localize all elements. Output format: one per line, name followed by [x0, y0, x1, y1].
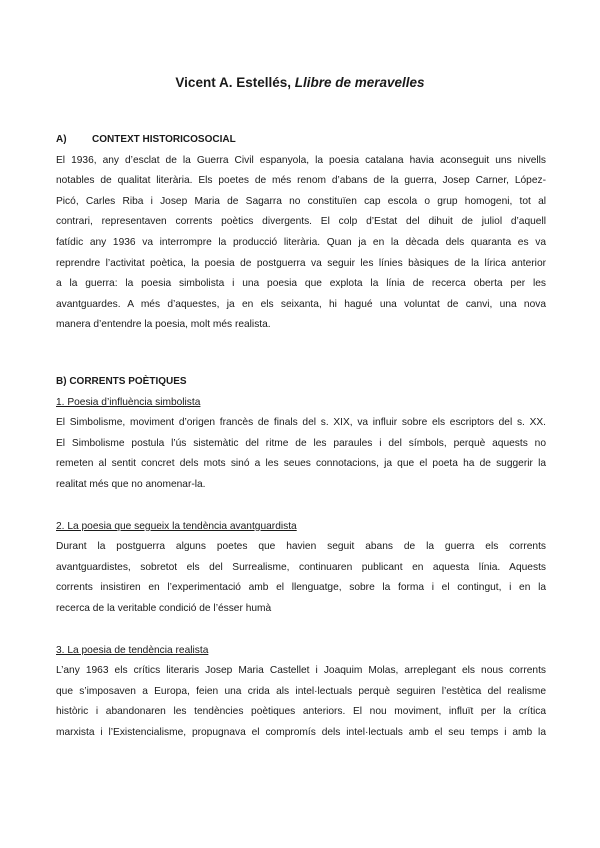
- title-work: Llibre de meravelles: [294, 75, 425, 90]
- paragraph-line: avantguardes. A més d’aquestes, ja en els seixanta, hi hagué una voluntat de canvi, una nova: [56, 298, 546, 310]
- spacer: [56, 496, 546, 517]
- subsection-3-paragraph: [56, 661, 546, 743]
- section-b: [56, 372, 546, 744]
- paragraph-line: històric i abandonaren les tendències poètiques anteriors. El nou moviment, influït per la crítica: [56, 706, 546, 718]
- paragraph-line: Picó, Carles Riba i Josep Maria de Sagarra no constituïen cap escola o grup homogeni, tot al: [56, 195, 546, 207]
- paragraph-line: L’any 1963 els crítics literaris Josep Maria Castellet i Joaquim Molas, arreplegant els nous corrents: [56, 665, 546, 677]
- paragraph-line: El 1936, any d’esclat de la Guerra Civil espanyola, la poesia catalana havia aconseguit uns nivells: [56, 154, 546, 166]
- paragraph-line: realitat més que no anomenar-la.: [56, 478, 206, 490]
- subsection-3-title: 3. La poesia de tendència realista: [56, 644, 209, 656]
- section-a-title: CONTEXT HISTORICOSOCIAL: [92, 134, 236, 145]
- section-a-number: A): [56, 134, 67, 145]
- paragraph-line: notables de qualitat literària. Els poetes de més renom d’abans de la guerra, Josep Carner, López-: [56, 175, 546, 187]
- section-a: [56, 130, 546, 336]
- paragraph-line: remeten al sentit concret dels mots sinó a les seues connotacions, ja que el poeta ha de suggerir la: [56, 458, 546, 470]
- paragraph-line: fatídic any 1936 va interrompre la producció literària. Quan ja en la dècada dels quaranta es va: [56, 236, 546, 248]
- paragraph-line: que s’imposaven a Europa, feien una crida als intel·lectuals perquè seguiren l’estètica del realisme: [56, 685, 546, 697]
- subsection-2-paragraph: [56, 537, 546, 619]
- section-a-paragraph: [56, 151, 546, 336]
- document-title: [0, 75, 600, 90]
- title-author: Vicent A. Estellés,: [175, 75, 295, 90]
- paragraph-line: El Simbolisme, moviment d’origen francès de finals del s. XIX, va influir sobre els escriptors del s. XX.: [56, 417, 546, 429]
- paragraph-line: contrari, representaven corrents poètics divergents. El colp d’Estat del dihuit de juliol d’aquell: [56, 216, 546, 228]
- paragraph-line: recerca de la veritable condició de l’ésser humà: [56, 602, 272, 614]
- section-b-heading: B) CORRENTS POÈTIQUES: [56, 376, 187, 387]
- paragraph-line: marxista i l’Existencialisme, propugnava el compromís dels intel·lectuals amb el seu temps i amb la: [56, 726, 546, 738]
- subsection-1-paragraph: [56, 413, 546, 495]
- subsection-1-title: 1. Poesia d’influència simbolista: [56, 396, 201, 408]
- paragraph-line: manera d’entendre la poesia, molt més realista.: [56, 319, 271, 331]
- paragraph-line: reprendre l’activitat poètica, la poesia de postguerra va seguir les línies bàsiques de la lírica anterior: [56, 257, 546, 269]
- paragraph-line: avantguardistes, sobretot els del Surrealisme, continuaren publicant en aquesta línia. Aquests: [56, 561, 546, 573]
- subsection-2-title: 2. La poesia que segueix la tendència avantguardista: [56, 520, 297, 532]
- section-a-heading: [56, 130, 546, 151]
- paragraph-line: El Simbolisme postula l’ús sistemàtic del ritme de les paraules i del símbols, perquè aquests no: [56, 437, 546, 449]
- paragraph-line: Durant la postguerra alguns poetes que havien seguit abans de la guerra els corrents: [56, 541, 546, 553]
- paragraph-line: corrents insistiren en l’experimentació amb el llenguatge, sobre la forma i el contingut, i en la: [56, 582, 546, 594]
- spacer: [56, 620, 546, 641]
- paragraph-line: a la guerra: la poesia simbolista i una poesia que explota la línia de recerca oberta per les: [56, 278, 546, 290]
